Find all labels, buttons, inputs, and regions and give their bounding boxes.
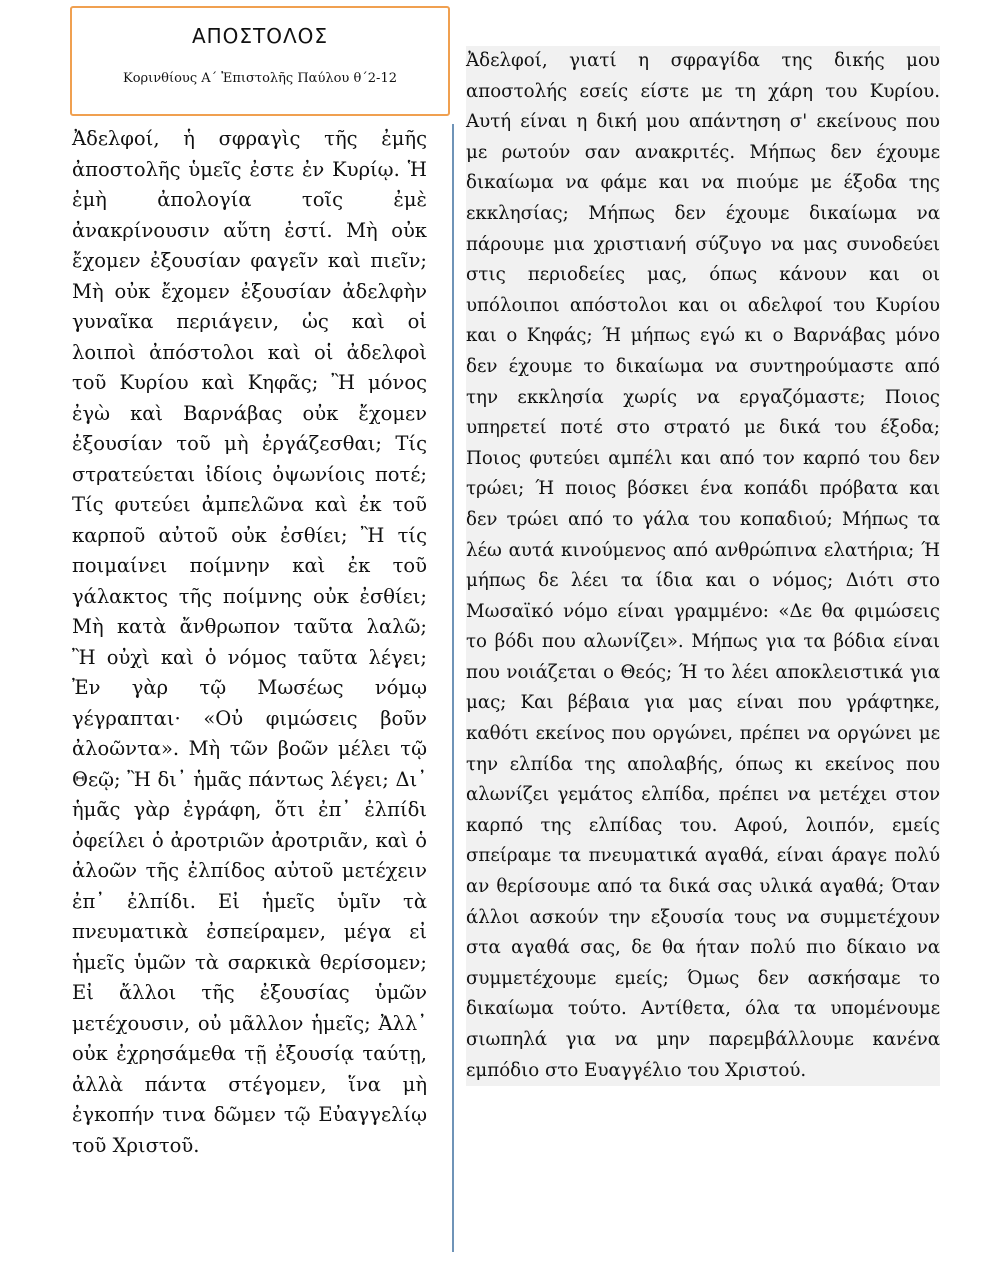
reading-header-box [70,6,450,116]
ancient-greek-text: Ἀδελφοί, ἡ σφραγὶς τῆς ἐμῆς ἀποστολῆς ὑμεῖς ἐστε ἐν Κυρίῳ. Ἡ ἐμὴ ἀπολογία τοῖς ἐμὲ ἀνακρίνουσιν αὕτη ἐστί. Μὴ οὐκ ἔχομεν ἐξουσίαν φαγεῖν καὶ πιεῖν; Μὴ οὐκ ἔχομεν ἐξουσίαν ἀδελφὴν γυναῖκα περιάγειν, ὡς καὶ οἱ λοιποὶ ἀπόστολοι καὶ οἱ ἀδελφοὶ τοῦ Κυρίου καὶ Κηφᾶς; Ἢ μόνος ἐγὼ καὶ Βαρνάβας οὐκ ἔχομεν ἐξουσίαν τοῦ μὴ ἐργάζεσθαι; Τίς στρατεύεται ἰδίοις ὀψωνίοις ποτέ; Τίς φυτεύει ἀμπελῶνα καὶ ἐκ τοῦ καρποῦ αὐτοῦ οὐκ ἐσθίει; Ἢ τίς ποιμαίνει ποίμνην καὶ ἐκ τοῦ γάλακτος τῆς ποίμνης οὐκ ἐσθίει; Μὴ κατὰ ἄνθρωπον ταῦτα λαλῶ; Ἢ οὐχὶ καὶ ὁ νόμος ταῦτα λέγει; Ἐν γὰρ τῷ Μωσέως νόμῳ γέγραπται· «Οὐ φιμώσεις βοῦν ἀλοῶντα». Μὴ τῶν βοῶν μέλει τῷ Θεῷ; Ἢ δι᾿ ἡμᾶς πάντως λέγει; Δι᾿ ἡμᾶς γὰρ ἐγράφη, ὅτι ἐπ᾿ ἐλπίδι ὀφείλει ὁ ἀροτριῶν ἀροτριᾶν, καὶ ὁ ἀλοῶν τῆς ἐλπίδος αὐτοῦ μετέχειν ἐπ᾿ ἐλπίδι. Εἰ ἡμεῖς ὑμῖν τὰ πνευματικὰ ἐσπείραμεν, μέγα εἰ ἡμεῖς ὑμῶν τὰ σαρκικὰ θερίσομεν; Εἰ ἄλλοι τῆς ἐξουσίας ὑμῶν μετέχουσιν, οὐ μᾶλλον ἡμεῖς; Ἀλλ᾿ οὐκ ἐχρησάμεθα τῇ ἐξουσίᾳ ταύτῃ, ἀλλὰ πάντα στέγομεν, ἵνα μὴ ἐγκοπήν τινα δῶμεν τῷ Εὐαγγελίῳ τοῦ Χριστοῦ. [72,127,427,1157]
column-divider [452,124,454,1252]
reading-title: ΑΠΟΣΤΟΛΟΣ [191,24,329,48]
scripture-reference: Κορινθίους Α΄ Ἐπιστολῆς Παύλου θ΄2-12 [123,71,397,86]
modern-greek-translation: Ἀδελφοί, γιατί η σφραγίδα της δικής μου αποστολής εσείς είστε με τη χάρη του Κυρίου. Αυτή είναι η δική μου απάντηση σ' εκείνους που με ρωτούν σαν ανακριτές. Μήπως δεν έχουμε δικαίωμα να φάμε και να πιούμε με έξοδα της εκκλησίας; Μήπως δεν έχουμε δικαίωμα να πάρουμε μια χριστιανή σύζυγο να μας συνοδεύει στις περιοδείες μας, όπως κάνουν και οι υπόλοιποι απόστολοι και οι αδελφοί του Κυρίου και ο Κηφάς; Ή μήπως εγώ κι ο Βαρνάβας μόνο δεν έχουμε το δικαίωμα να συντηρούμαστε από την εκκλησία χωρίς να εργαζόμαστε; Ποιος υπηρετεί ποτέ στο στρατό με δικά του έξοδα; Ποιος φυτεύει αμπέλι και από τον καρπό του δεν τρώει; Ή ποιος βόσκει ένα κοπάδι πρόβατα και δεν τρώει από το γάλα του κοπαδιού; Μήπως τα λέω αυτά κινούμενος από ανθρώπινα ελατήρια; Ή μήπως δε λέει τα ίδια και ο νόμος; Διότι στο Μωσαϊκό νόμο είναι γραμμένο: «Δε θα φιμώσεις το βόδι που αλωνίζει». Μήπως για τα βόδια είναι που νοιάζεται ο Θεός; Ή το λέει αποκλειστικά για μας; Και βέβαια για μας είναι που γράφτηκε, καθότι εκείνος που οργώνει, πρέπει να οργώνει με την ελπίδα της απολαβής, όπως κι εκείνος που αλωνίζει γεμάτος ελπίδα, πρέπει να μετέχει στον καρπό της ελπίδας του. Αφού, λοιπόν, εμείς σπείραμε τα πνευματικά αγαθά, είναι άραγε πολύ αν θερίσουμε από τα δικά σας υλικά αγαθά; Όταν άλλοι ασκούν την εξουσία τους να συμμετέχουν στα αγαθά σας, δε θα ήταν πολύ πιο δίκαιο να συμμετέχουμε εμείς; Όμως δεν ασκήσαμε το δικαίωμα τούτο. Αντίθετα, όλα τα υπομένουμε σιωπηλά για να μην παρεμβάλλουμε κανένα εμπόδιο στο Ευαγγέλιο του Χριστού. [466,46,940,1086]
